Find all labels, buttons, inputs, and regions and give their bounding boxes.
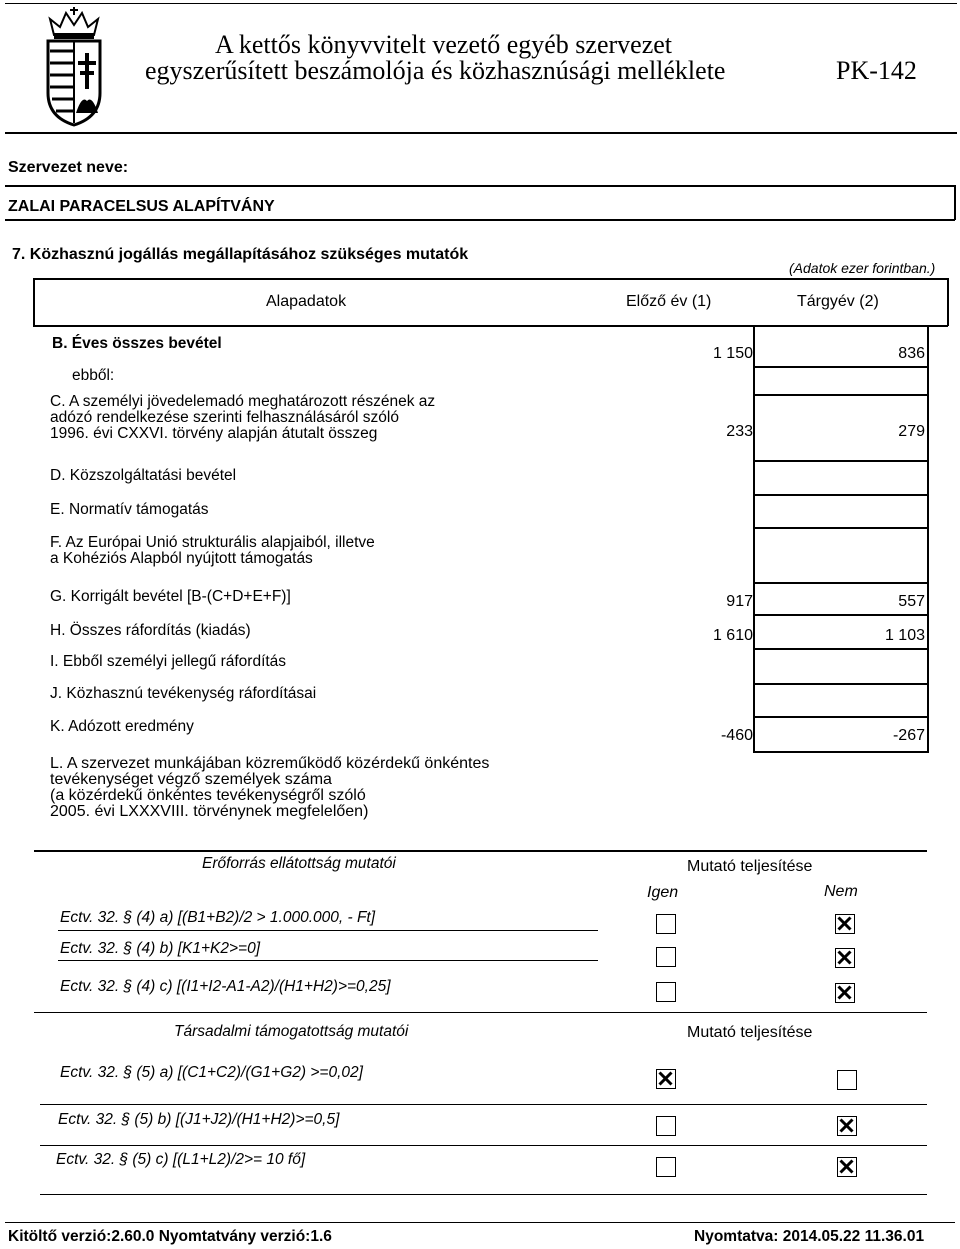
resource-row-1-no-checkbox[interactable] bbox=[835, 914, 855, 934]
org-name-value: ZALAI PARACELSUS ALAPÍTVÁNY bbox=[8, 198, 275, 215]
row-g-prev: 917 bbox=[726, 593, 753, 610]
social-row-3-label: Ectv. 32. § (5) c) [(L1+L2)/2>= 10 fő] bbox=[56, 1151, 306, 1168]
social-row-2-label: Ectv. 32. § (5) b) [(J1+J2)/(H1+H2)>=0,5] bbox=[58, 1111, 340, 1128]
hungarian-coat-of-arms-logo bbox=[36, 5, 112, 129]
row-l-label-line2: tevékenységet végző személyek száma bbox=[50, 771, 332, 788]
row-e-label: E. Normatív támogatás bbox=[50, 501, 209, 518]
table-header-bottom bbox=[33, 325, 948, 327]
org-box-right bbox=[954, 185, 956, 220]
social-row-2-yes-checkbox[interactable] bbox=[656, 1116, 676, 1136]
resource-row-2-no-checkbox[interactable] bbox=[835, 948, 855, 968]
row-sep bbox=[753, 460, 929, 462]
social-top-border bbox=[34, 1012, 927, 1013]
row-from-label: ebből: bbox=[72, 367, 115, 384]
row-c-prev: 233 bbox=[726, 423, 753, 440]
row-c-curr: 279 bbox=[898, 423, 925, 440]
social-row-3-yes-checkbox[interactable] bbox=[656, 1157, 676, 1177]
resource-row-sep bbox=[58, 930, 598, 931]
form-title-line2: egyszerűsített beszámolója és közhasznúsági melléklete bbox=[145, 56, 726, 85]
row-sep bbox=[753, 527, 929, 529]
form-code: PK-142 bbox=[836, 56, 917, 85]
no-label: Nem bbox=[824, 883, 858, 900]
row-l-label-line4: 2005. évi LXXXVIII. törvénynek megfelelően) bbox=[50, 803, 369, 820]
unit-note: (Adatok ezer forintban.) bbox=[789, 260, 936, 276]
social-row-1-label: Ectv. 32. § (5) a) [(C1+C2)/(G1+G2) >=0,02] bbox=[60, 1064, 363, 1081]
row-k-prev: -460 bbox=[720, 727, 753, 744]
resource-row-2-yes-checkbox[interactable] bbox=[656, 947, 676, 967]
row-b-curr: 836 bbox=[898, 345, 925, 362]
row-sep bbox=[753, 366, 929, 368]
row-l-label-line3: (a közérdekű önkéntes tevékenységről szóló bbox=[50, 787, 366, 804]
row-sep bbox=[753, 648, 929, 650]
row-b-prev: 1 150 bbox=[712, 345, 753, 362]
social-title: Társadalmi támogatottság mutatói bbox=[174, 1023, 409, 1040]
org-box-top bbox=[5, 185, 955, 187]
social-row-3-no-checkbox[interactable] bbox=[837, 1157, 857, 1177]
row-i-label: I. Ebből személyi jellegű ráfordítás bbox=[50, 653, 287, 670]
social-row-1-no-checkbox[interactable] bbox=[837, 1070, 857, 1090]
social-perf-title: Mutató teljesítése bbox=[687, 1024, 813, 1041]
col-header-curr: Tárgyév (2) bbox=[797, 293, 879, 310]
row-h-prev: 1 610 bbox=[712, 627, 753, 644]
row-sep bbox=[753, 582, 929, 584]
org-name-label: Szervezet neve: bbox=[8, 159, 129, 176]
resources-title: Erőforrás ellátottság mutatói bbox=[202, 855, 396, 872]
table-top-border bbox=[33, 278, 948, 280]
resource-row-3-yes-checkbox[interactable] bbox=[656, 982, 676, 1002]
row-c-label-line3: 1996. évi CXXVI. törvény alapján átutalt összeg bbox=[50, 425, 378, 442]
social-bottom-border bbox=[40, 1194, 927, 1195]
row-l-label-line1: L. A szervezet munkájában közreműködő közérdekű önkéntes bbox=[50, 755, 490, 772]
resource-row-2-label: Ectv. 32. § (4) b) [K1+K2>=0] bbox=[60, 940, 261, 957]
row-k-label: K. Adózott eredmény bbox=[50, 718, 194, 735]
row-b-label: B. Éves összes bevétel bbox=[52, 335, 222, 352]
resource-row-3-label: Ectv. 32. § (4) c) [(I1+I2-A1-A2)/(H1+H2)>=0,25] bbox=[60, 978, 391, 995]
footer-printed: Nyomtatva: 2014.05.22 11.36.01 bbox=[694, 1228, 925, 1245]
row-sep bbox=[753, 494, 929, 496]
row-k-curr: -267 bbox=[892, 727, 925, 744]
footer-version: Kitöltő verzió:2.60.0 Nyomtatvány verzió:1.6 bbox=[8, 1228, 332, 1245]
resources-top-border bbox=[34, 850, 927, 852]
resource-row-1-yes-checkbox[interactable] bbox=[656, 914, 676, 934]
value-col-left-border bbox=[753, 325, 755, 752]
row-f-label-line2: a Kohéziós Alapból nyújtott támogatás bbox=[50, 550, 313, 567]
row-h-curr: 1 103 bbox=[884, 627, 925, 644]
row-sep bbox=[753, 394, 929, 396]
row-g-curr: 557 bbox=[898, 593, 925, 610]
social-row-sep bbox=[40, 1104, 927, 1105]
resource-row-sep bbox=[58, 960, 598, 961]
resource-row-1-label: Ectv. 32. § (4) a) [(B1+B2)/2 > 1.000.000, - Ft] bbox=[60, 909, 376, 926]
row-h-label: H. Összes ráfordítás (kiadás) bbox=[50, 622, 251, 639]
social-row-sep bbox=[40, 1145, 927, 1146]
row-sep bbox=[753, 716, 929, 718]
table-left-border bbox=[33, 278, 35, 326]
row-g-label: G. Korrigált bevétel [B-(C+D+E+F)] bbox=[50, 588, 291, 605]
row-c-label-line2: adózó rendelkezése szerinti felhasználásáról szóló bbox=[50, 409, 399, 426]
col-header-prev: Előző év (1) bbox=[626, 293, 712, 310]
header-divider-bottom bbox=[5, 132, 957, 134]
header-divider-top bbox=[5, 3, 957, 4]
row-f-label-line1: F. Az Európai Unió strukturális alapjaiból, illetve bbox=[50, 534, 375, 551]
footer-divider bbox=[5, 1222, 955, 1223]
row-d-label: D. Közszolgáltatási bevétel bbox=[50, 467, 237, 484]
col-header-base: Alapadatok bbox=[266, 293, 347, 310]
table-right-border bbox=[947, 278, 949, 326]
row-j-label: J. Közhasznú tevékenység ráfordításai bbox=[50, 685, 317, 702]
row-sep bbox=[753, 751, 929, 753]
section-title: 7. Közhasznú jogállás megállapításához szükséges mutatók bbox=[12, 246, 469, 263]
row-c-label-line1: C. A személyi jövedelemadó meghatározott részének az bbox=[50, 393, 436, 410]
row-sep bbox=[753, 683, 929, 685]
org-box-bottom bbox=[5, 219, 955, 221]
row-sep bbox=[753, 614, 929, 616]
social-row-2-no-checkbox[interactable] bbox=[837, 1116, 857, 1136]
form-title-line1: A kettős könyvvitelt vezető egyéb szervezet bbox=[215, 30, 673, 59]
resources-perf-title: Mutató teljesítése bbox=[687, 858, 813, 875]
yes-label: Igen bbox=[647, 884, 679, 901]
value-col-mid-border bbox=[927, 325, 929, 752]
social-row-1-yes-checkbox[interactable] bbox=[656, 1069, 676, 1089]
resource-row-3-no-checkbox[interactable] bbox=[835, 983, 855, 1003]
